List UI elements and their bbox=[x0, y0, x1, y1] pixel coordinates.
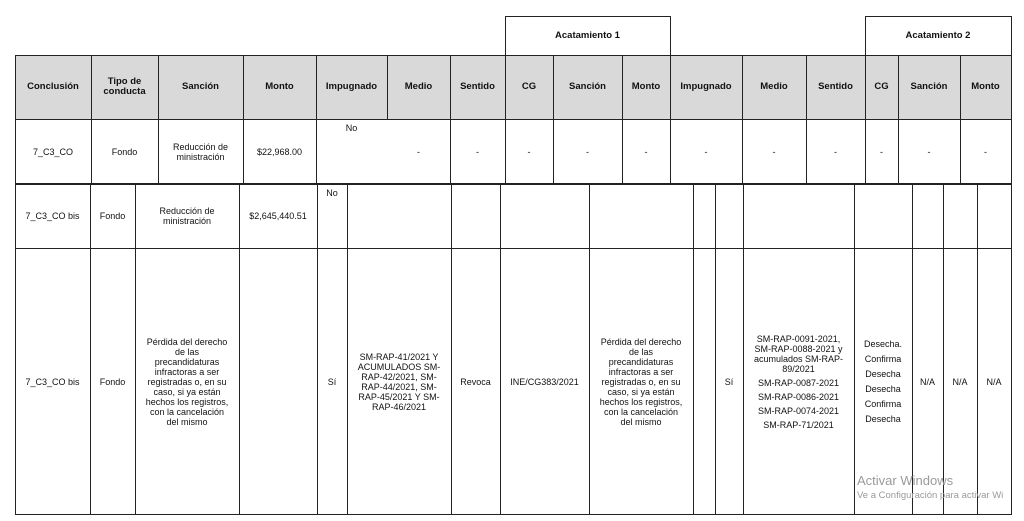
row3-tipo: Fondo bbox=[99, 376, 126, 387]
grid-line bbox=[622, 55, 623, 184]
grid-line bbox=[693, 184, 694, 515]
row1-a1-cg: - bbox=[527, 146, 531, 157]
grid-line bbox=[743, 184, 744, 515]
sentido-item: Desecha bbox=[865, 369, 901, 379]
row3-sentido: Revoca bbox=[460, 376, 491, 387]
row1-a2-monto: - bbox=[984, 146, 987, 157]
row1-a1-sancion: - bbox=[586, 146, 589, 157]
medio-item: SM-RAP-0086-2021 bbox=[757, 391, 840, 402]
header-a1-monto: Monto bbox=[622, 55, 670, 119]
watermark-title: Activar Windows bbox=[857, 473, 954, 488]
grid-line bbox=[450, 55, 451, 184]
header-a1-cg: CG bbox=[505, 55, 553, 119]
row2-monto: $2,645,440.51 bbox=[249, 211, 307, 221]
row1-sancion: Reducción de ministración bbox=[172, 141, 229, 162]
header-sancion: Sanción bbox=[158, 55, 243, 119]
row1-tipo: Fondo bbox=[111, 146, 138, 157]
header-a1-impugnado: Impugnado bbox=[670, 55, 742, 119]
header-impugnado: Impugnado bbox=[316, 55, 387, 119]
grid-line bbox=[912, 184, 913, 515]
grid-line bbox=[15, 183, 1012, 185]
header-a1-medio: Medio bbox=[742, 55, 806, 119]
grid-line bbox=[865, 16, 1012, 17]
grid-line bbox=[15, 248, 1012, 249]
grid-line bbox=[1011, 16, 1012, 56]
grid-line bbox=[451, 184, 452, 515]
row2-conclusion: 7_C3_CO bis bbox=[25, 211, 80, 221]
sentido-item: Confirma bbox=[864, 399, 902, 409]
grid-line bbox=[898, 55, 899, 184]
row1-a1-sentido: - bbox=[834, 146, 837, 157]
grid-line bbox=[505, 16, 671, 17]
header-a2-monto: Monto bbox=[960, 55, 1011, 119]
header-tipo-conducta: Tipo de conducta bbox=[91, 55, 158, 119]
grid-line bbox=[316, 55, 317, 184]
grid-line bbox=[243, 55, 244, 184]
row3-medio: SM-RAP-41/2021 Y ACUMULADOS SM-RAP-42/2021, SM-RAP-44/2021, SM-RAP-45/2021 Y SM-RAP-46/2021 bbox=[357, 351, 441, 412]
medio-item: SM-RAP-71/2021 bbox=[763, 419, 834, 430]
sentido-item: Desecha. bbox=[863, 339, 903, 349]
grid-line bbox=[239, 184, 240, 515]
header-conclusion: Conclusión bbox=[15, 55, 91, 119]
header-a2-cg: CG bbox=[865, 55, 898, 119]
grid-line bbox=[15, 184, 16, 515]
group-acatamiento-2: Acatamiento 2 bbox=[905, 30, 971, 41]
grid-line bbox=[500, 184, 501, 515]
row3-impugnado: Sí bbox=[327, 376, 337, 387]
grid-line bbox=[15, 514, 1012, 515]
group-acatamiento-1: Acatamiento 1 bbox=[555, 30, 620, 41]
grid-line bbox=[806, 55, 807, 184]
sentido-item: Confirma bbox=[864, 354, 902, 364]
header-a1-sancion: Sanción bbox=[553, 55, 622, 119]
grid-line bbox=[553, 55, 554, 184]
row3-a2-sancion: N/A bbox=[952, 376, 968, 387]
medio-item: SM-RAP-0074-2021 bbox=[757, 405, 840, 416]
grid-line bbox=[90, 184, 91, 515]
row1-conclusion: 7_C3_CO bbox=[32, 146, 74, 157]
row1-a1-impugnado: - bbox=[704, 146, 708, 157]
grid-line bbox=[865, 55, 866, 184]
row3-a1-impugnado: Sí bbox=[724, 376, 734, 387]
grid-line bbox=[977, 184, 978, 515]
row1-a2-sancion: - bbox=[927, 146, 931, 157]
header-a2-sancion: Sanción bbox=[898, 55, 960, 119]
watermark-subtitle: Ve a Configuración para activar Wi bbox=[857, 490, 1004, 501]
row2-impugnado: No bbox=[326, 188, 338, 198]
header-a1-sentido: Sentido bbox=[806, 55, 865, 119]
medio-item: SM-RAP-0087-2021 bbox=[757, 377, 840, 388]
grid-line bbox=[715, 184, 716, 515]
grid-line bbox=[158, 55, 159, 184]
row2-tipo: Fondo bbox=[99, 211, 126, 221]
grid-line bbox=[1011, 55, 1012, 184]
grid-line bbox=[742, 55, 743, 184]
grid-line bbox=[505, 55, 506, 184]
row1-sentido: - bbox=[476, 146, 479, 157]
grid-line bbox=[943, 184, 944, 515]
grid-line bbox=[670, 16, 671, 56]
row3-conclusion: 7_C3_CO bis bbox=[25, 376, 80, 387]
grid-line bbox=[960, 55, 961, 184]
grid-line bbox=[854, 184, 855, 515]
grid-line bbox=[589, 184, 590, 515]
row1-a1-monto: - bbox=[644, 146, 648, 157]
header-medio: Medio bbox=[387, 55, 450, 119]
grid-line bbox=[865, 16, 866, 56]
row3-a1-cg: INE/CG383/2021 bbox=[510, 376, 579, 387]
grid-line bbox=[15, 55, 1012, 56]
row3-a1-medio bbox=[743, 248, 854, 515]
grid-line bbox=[505, 16, 506, 56]
row1-monto: $22,968.00 bbox=[256, 146, 303, 157]
row1-impugnado: No bbox=[345, 123, 358, 133]
grid-line bbox=[387, 55, 388, 119]
medio-item: SM-RAP-0091-2021, SM-RAP-0088-2021 y acumulados SM-RAP-89/2021 bbox=[753, 333, 844, 374]
sentido-item: Desecha bbox=[865, 384, 901, 394]
row2-sancion: Reducción de ministración bbox=[159, 206, 215, 226]
row3-a2-monto: N/A bbox=[986, 376, 1002, 387]
row1-medio: - bbox=[417, 146, 420, 157]
row1-a2-cg: - bbox=[880, 146, 883, 157]
grid-line bbox=[347, 184, 348, 515]
grid-line bbox=[1011, 184, 1012, 515]
grid-line bbox=[670, 55, 671, 184]
grid-line bbox=[15, 55, 16, 184]
row3-a2-cg: N/A bbox=[919, 376, 935, 387]
header-monto: Monto bbox=[243, 55, 316, 119]
header-sentido: Sentido bbox=[450, 55, 505, 119]
row3-a1-sancion: Pérdida del derecho de las precandidaturas infractoras a ser registradas o, en su caso, si ya están hechos los registros, con la cancelación del mismo bbox=[599, 336, 683, 427]
grid-line bbox=[91, 55, 92, 184]
grid-line bbox=[15, 119, 1012, 120]
row3-sancion: Pérdida del derecho de las precandidaturas infractoras a ser registradas o, en su caso, si ya están hechos los registros, con la cancelación del mismo bbox=[145, 336, 229, 427]
sentido-item: Desecha bbox=[865, 414, 901, 424]
grid-line bbox=[135, 184, 136, 515]
grid-line bbox=[317, 184, 318, 515]
row1-a1-medio: - bbox=[772, 146, 776, 157]
